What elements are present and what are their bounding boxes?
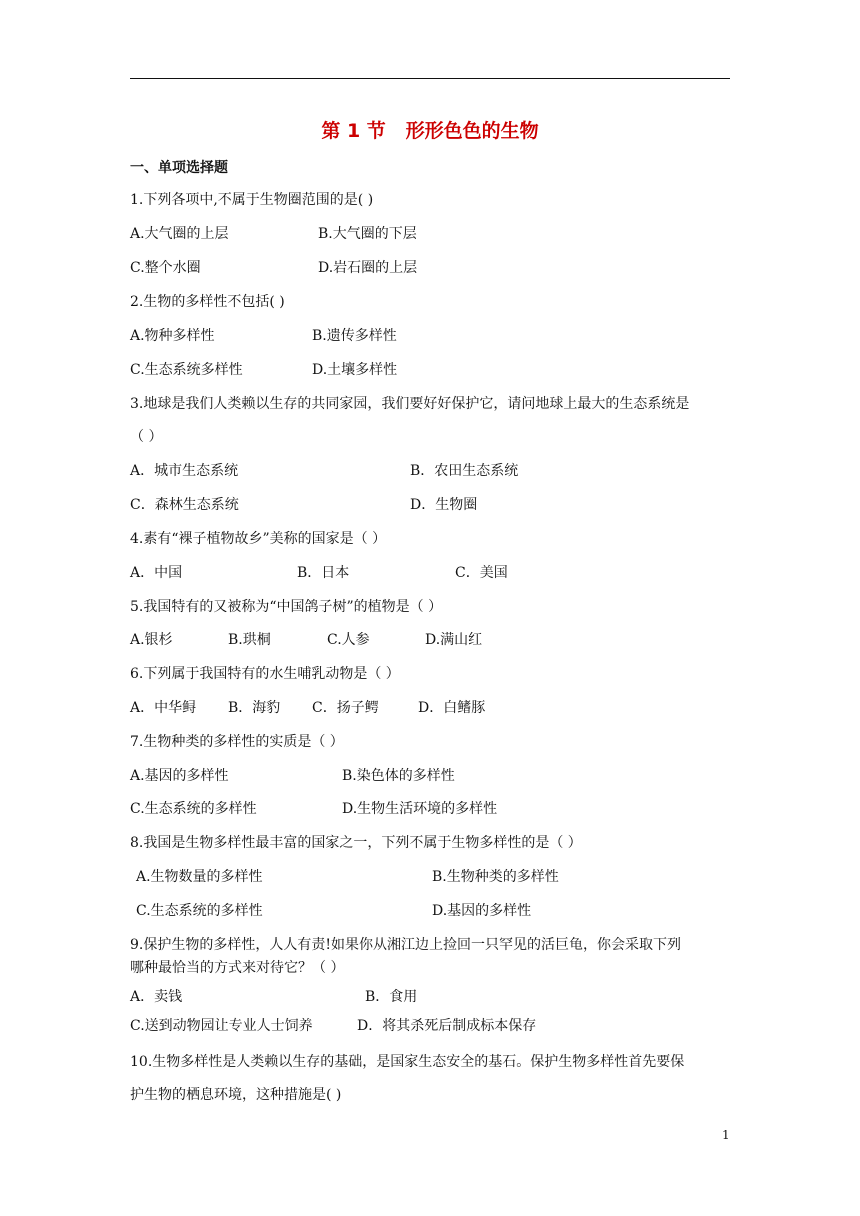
question-3-stem-cont: （ ） bbox=[130, 429, 163, 445]
question-7-stem: 7.生物种类的多样性的实质是（ ） bbox=[130, 734, 344, 750]
question-9-stem: 9.保护生物的多样性，人人有责!如果你从湘江边上捡回一只罕见的活巨龟，你会采取下列 bbox=[130, 937, 681, 953]
question-6-option-c: C．扬子鳄 bbox=[312, 700, 379, 716]
question-5-option-c: C.人参 bbox=[327, 632, 370, 648]
question-7-option-b: B.染色体的多样性 bbox=[342, 768, 455, 784]
question-8-option-a: A.生物数量的多样性 bbox=[136, 869, 263, 885]
question-6-option-b: B．海豹 bbox=[228, 700, 281, 716]
question-5-option-b: B.珙桐 bbox=[228, 632, 271, 648]
question-9-option-c: C.送到动物园让专业人士饲养 bbox=[130, 1018, 313, 1034]
question-8-option-b: B.生物种类的多样性 bbox=[432, 869, 559, 885]
question-5-option-a: A.银杉 bbox=[130, 632, 173, 648]
question-4-stem: 4.素有“裸子植物故乡”美称的国家是（ ） bbox=[130, 531, 387, 547]
question-7-option-d: D.生物生活环境的多样性 bbox=[342, 801, 498, 817]
question-1-option-d: D.岩石圈的上层 bbox=[318, 260, 418, 276]
question-6-option-a: A．中华鲟 bbox=[130, 700, 197, 716]
question-5-stem: 5.我国特有的又被称为“中国鸽子树”的植物是（ ） bbox=[130, 599, 443, 615]
question-7-option-a: A.基因的多样性 bbox=[130, 768, 229, 784]
question-5-option-d: D.满山红 bbox=[425, 632, 483, 648]
question-2-option-d: D.土壤多样性 bbox=[312, 362, 398, 378]
question-9-option-b: B．食用 bbox=[365, 989, 418, 1005]
question-4-option-b: B．日本 bbox=[297, 565, 350, 581]
question-8-option-d: D.基因的多样性 bbox=[432, 903, 532, 919]
question-2-option-c: C.生态系统多样性 bbox=[130, 362, 243, 378]
question-3-option-b: B．农田生态系统 bbox=[410, 463, 519, 479]
section-heading: 一、单项选择题 bbox=[130, 160, 228, 176]
question-9-stem-cont: 哪种最恰当的方式来对待它？（ ） bbox=[130, 960, 345, 976]
question-2-stem: 2.生物的多样性不包括( ) bbox=[130, 294, 285, 310]
question-3-option-c: C．森林生态系统 bbox=[130, 497, 239, 513]
header-rule bbox=[130, 78, 730, 79]
question-6-option-d: D．白鳍豚 bbox=[418, 700, 486, 716]
page-number: 1 bbox=[722, 1128, 730, 1142]
question-3-option-d: D．生物圈 bbox=[410, 497, 478, 513]
question-3-option-a: A．城市生态系统 bbox=[130, 463, 239, 479]
question-9-option-d: D．将其杀死后制成标本保存 bbox=[357, 1018, 537, 1034]
question-1-stem: 1.下列各项中,不属于生物圈范围的是( ) bbox=[130, 192, 374, 208]
question-1-option-c: C.整个水圈 bbox=[130, 260, 201, 276]
question-7-option-c: C.生态系统的多样性 bbox=[130, 801, 257, 817]
question-2-option-a: A.物种多样性 bbox=[130, 328, 215, 344]
question-10-stem: 10.生物多样性是人类赖以生存的基础，是国家生态安全的基石。保护生物多样性首先要保 bbox=[130, 1054, 685, 1070]
question-8-stem: 8.我国是生物多样性最丰富的国家之一，下列不属于生物多样性的是（ ） bbox=[130, 835, 582, 851]
question-8-option-c: C.生态系统的多样性 bbox=[136, 903, 263, 919]
question-2-option-b: B.遗传多样性 bbox=[312, 328, 397, 344]
question-6-stem: 6.下列属于我国特有的水生哺乳动物是（ ） bbox=[130, 666, 400, 682]
question-9-option-a: A．卖钱 bbox=[130, 989, 183, 1005]
question-10-stem-cont: 护生物的栖息环境，这种措施是( ) bbox=[130, 1087, 342, 1103]
question-4-option-c: C．美国 bbox=[455, 565, 508, 581]
question-1-option-a: A.大气圈的上层 bbox=[130, 226, 229, 242]
question-4-option-a: A．中国 bbox=[130, 565, 183, 581]
page-title: 第 1 节 形形色色的生物 bbox=[321, 120, 539, 142]
question-3-stem: 3.地球是我们人类赖以生存的共同家园，我们要好好保护它，请问地球上最大的生态系统是 bbox=[130, 396, 690, 412]
question-1-option-b: B.大气圈的下层 bbox=[318, 226, 417, 242]
